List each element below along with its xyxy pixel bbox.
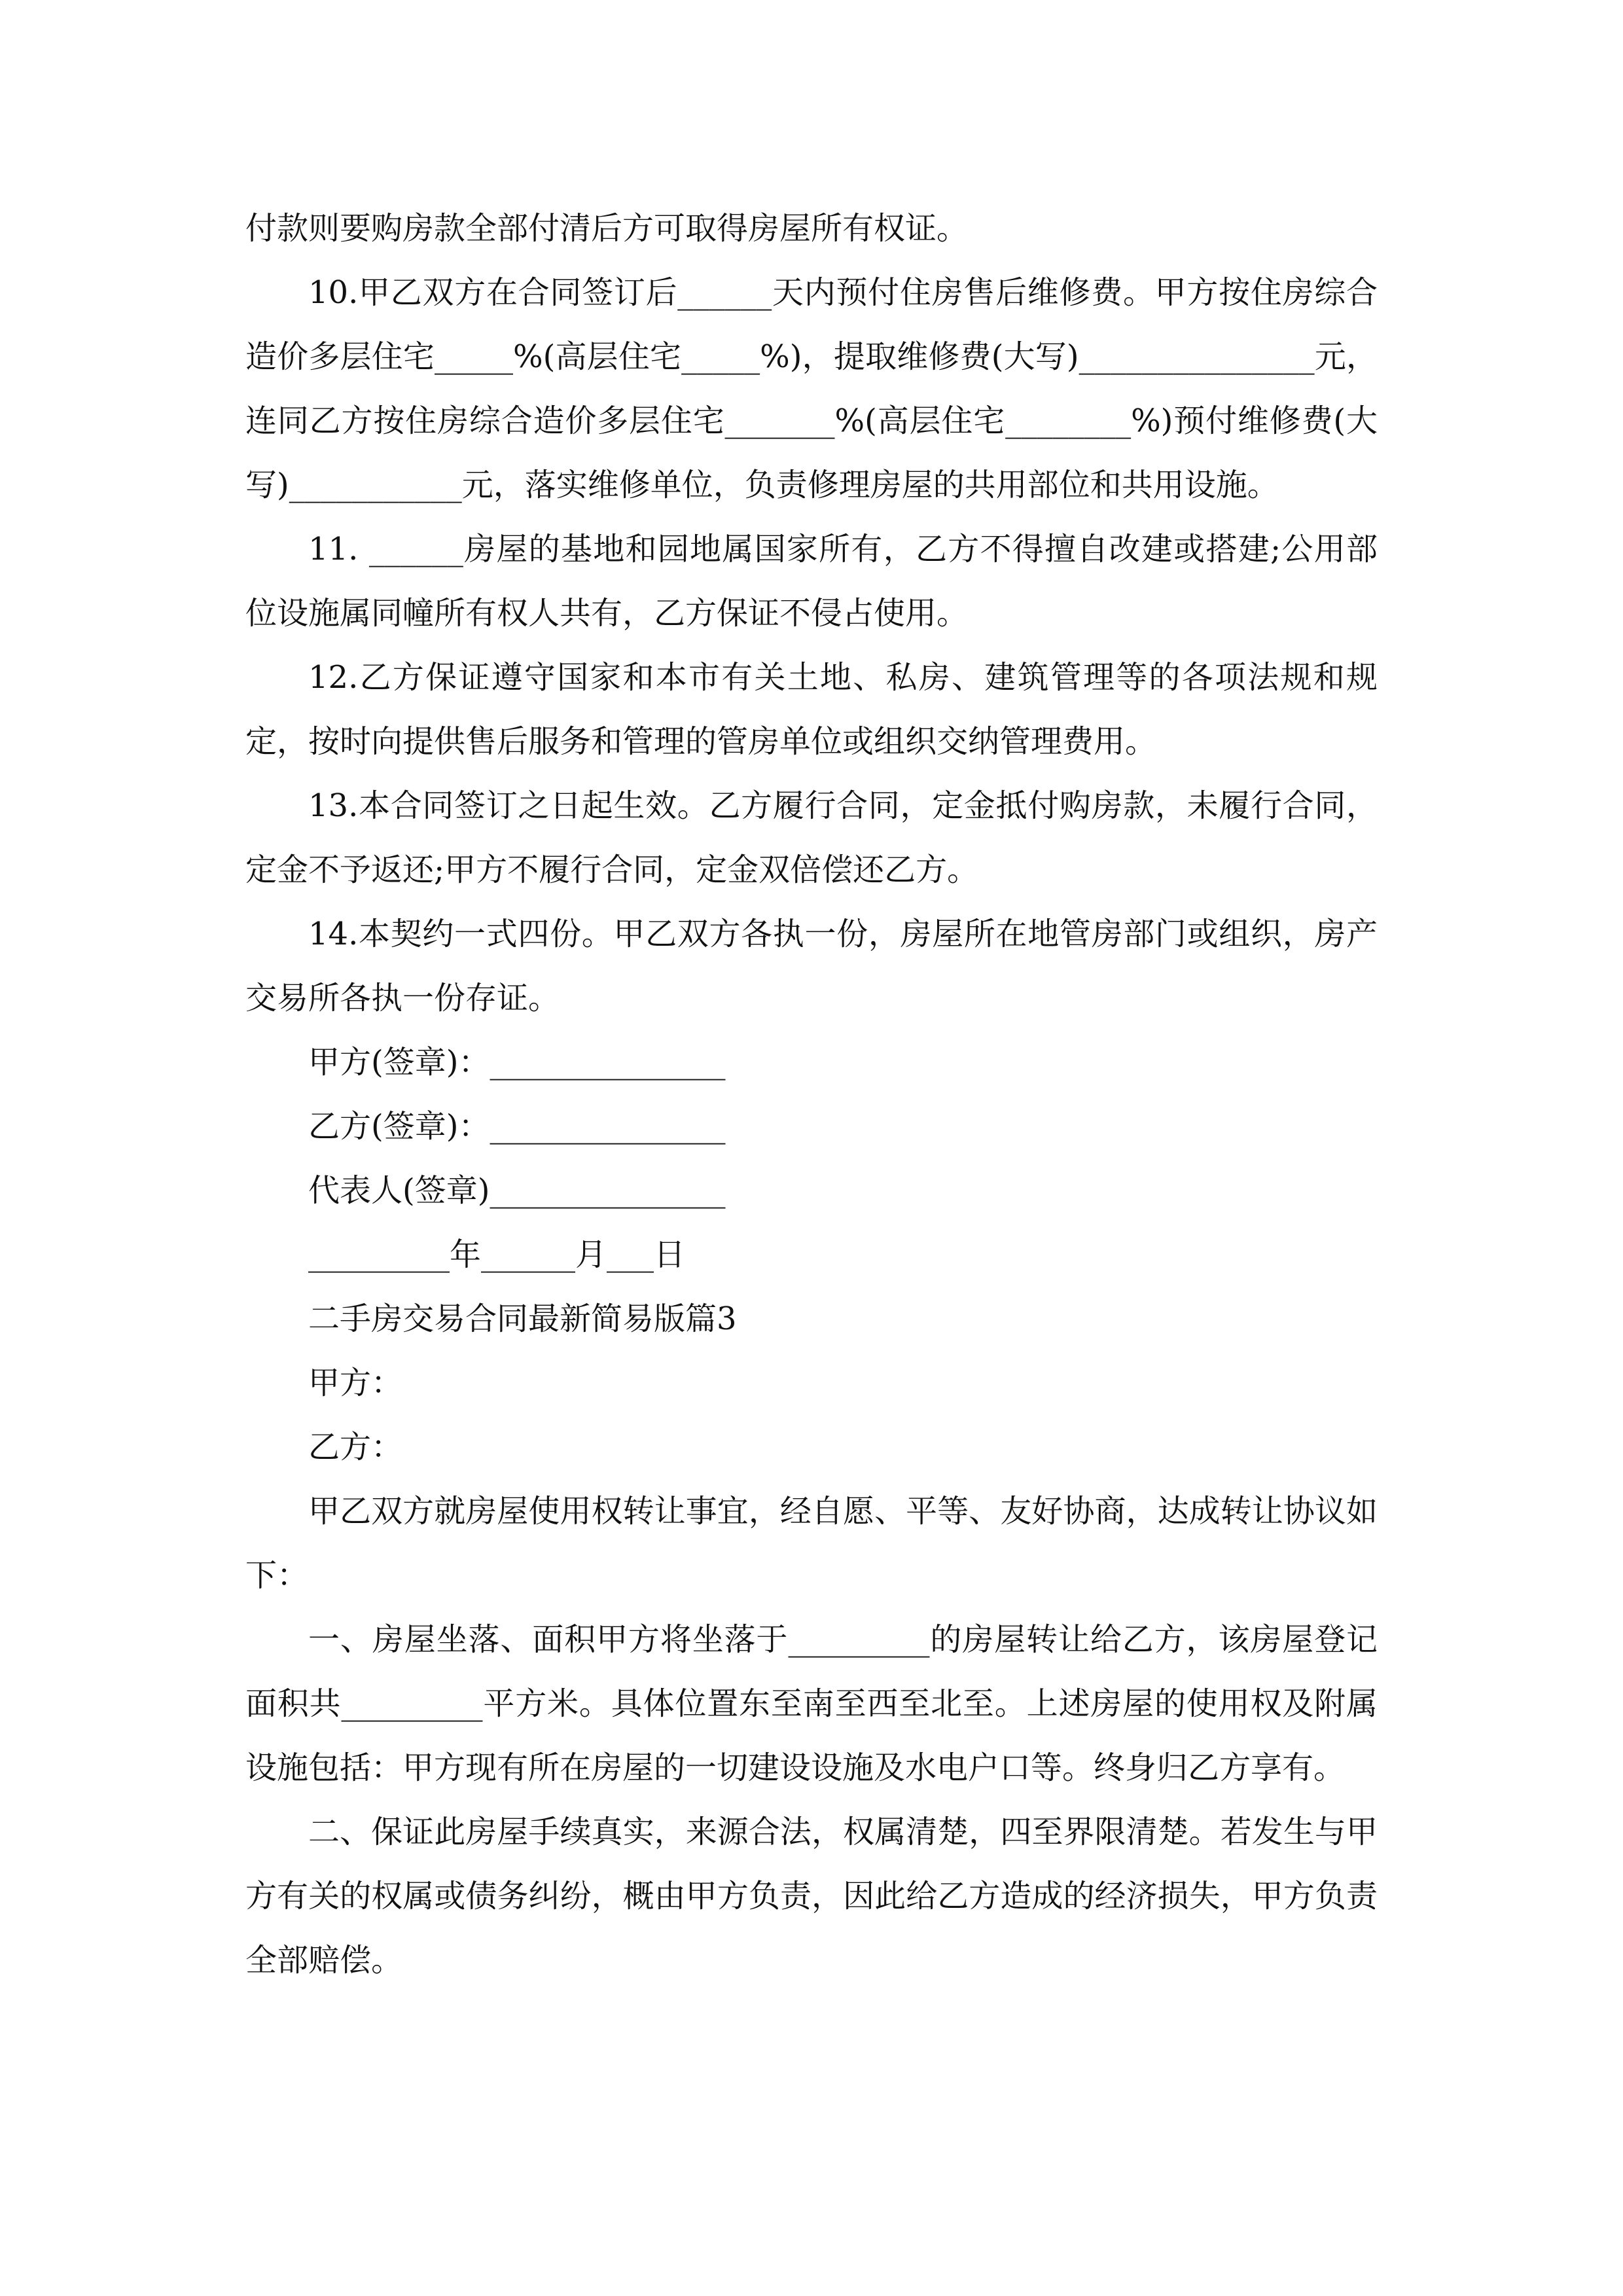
section-article-2: 二、保证此房屋手续真实，来源合法，权属清楚，四至界限清楚。若发生与甲方有关的权属或债务纠纷，概由甲方负责，因此给乙方造成的经济损失，甲方负责全部赔偿。 [245, 1814, 1378, 1979]
signature-party-b: 乙方(签章)：_______________ [308, 1108, 726, 1145]
section-party-a: 甲方： [308, 1365, 403, 1401]
signature-representative: 代表人(签章)_______________ [308, 1172, 726, 1209]
section-article-1: 一、房屋坐落、面积甲方将坐落于_________的房屋转让给乙方，该房屋登记面积共_________平方米。具体位置东至南至西至北至。上述房屋的使用权及附属设施包括：甲方现有所在房屋的一切建设设施及水电户口等。终身归乙方享有。 [245, 1621, 1378, 1786]
paragraph-continuation: 付款则要购房款全部付清后方可取得房屋所有权证。 [245, 210, 969, 247]
document-page [245, 196, 1378, 1992]
clause-14: 14.本契约一式四份。甲乙双方各执一份，房屋所在地管房部门或组织，房产交易所各执一份存证。 [245, 916, 1378, 1016]
signature-date: _________年______月___日 [308, 1236, 686, 1273]
section-party-b: 乙方： [308, 1429, 403, 1465]
section-title: 二手房交易合同最新简易版篇3 [308, 1300, 737, 1337]
section-intro: 甲乙双方就房屋使用权转让事宜，经自愿、平等、友好协商，达成转让协议如下： [245, 1493, 1378, 1594]
clause-10: 10.甲乙双方在合同签订后______天内预付住房售后维修费。甲方按住房综合造价多层住宅_____%(高层住宅_____%)，提取维修费(大写)_______________元，连同乙方按住房综合造价多层住宅_______%(高层住宅________%)预付维修费(大写)___________元，落实维修单位，负责修理房屋的共用部位和共用设施。 [245, 274, 1378, 503]
clause-12: 12.乙方保证遵守国家和本市有关土地、私房、建筑管理等的各项法规和规定，按时向提供售后服务和管理的管房单位或组织交纳管理费用。 [245, 659, 1378, 760]
clause-11: 11. ______房屋的基地和园地属国家所有，乙方不得擅自改建或搭建;公用部位设施属同幢所有权人共有，乙方保证不侵占使用。 [245, 531, 1378, 632]
clause-13: 13.本合同签订之日起生效。乙方履行合同，定金抵付购房款，未履行合同，定金不予返还;甲方不履行合同，定金双倍偿还乙方。 [245, 787, 1378, 888]
signature-party-a: 甲方(签章)：_______________ [308, 1044, 726, 1081]
